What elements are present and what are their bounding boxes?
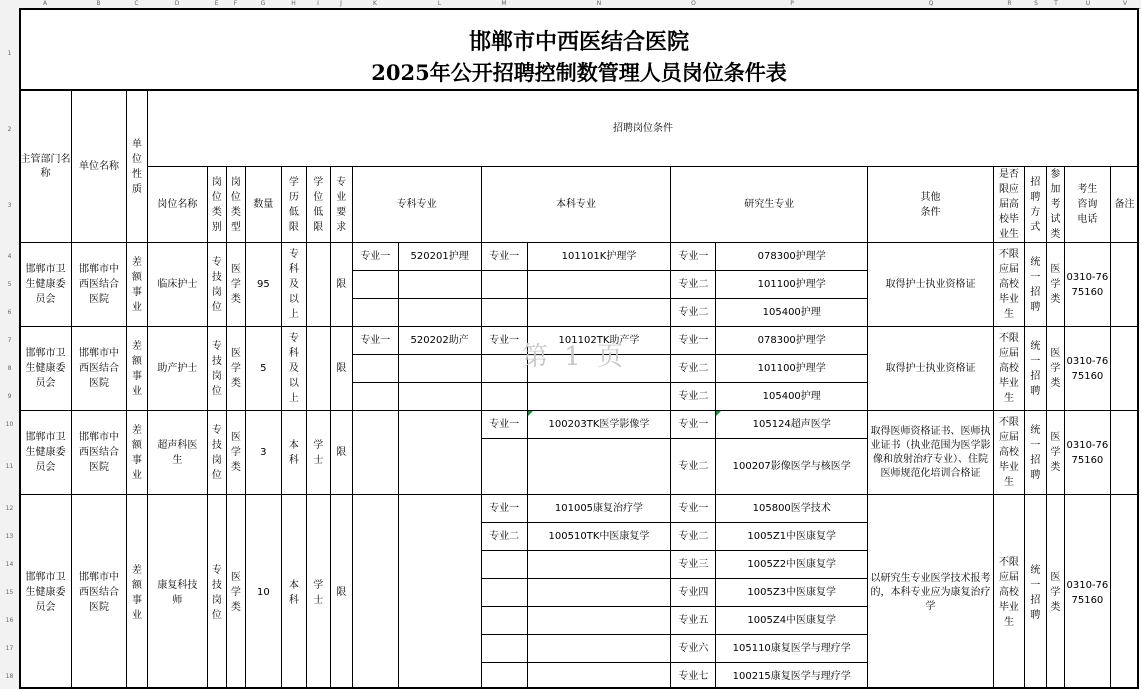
cell-grad-label[interactable]: 专业一 bbox=[671, 243, 716, 271]
position-table bbox=[19, 90, 1139, 689]
cell-dept[interactable]: 邯郸市卫生健康委员会 bbox=[20, 411, 72, 495]
cell-limit[interactable]: 限 bbox=[330, 327, 352, 411]
cell-phone[interactable]: 0310-7675160 bbox=[1064, 327, 1110, 411]
row-number[interactable]: 7 bbox=[7, 337, 12, 344]
cell-junior-major[interactable]: 520202助产 bbox=[398, 327, 481, 355]
title-table: 2025年公开招聘控制数管理人员岗位条件表 bbox=[371, 60, 787, 85]
row-number[interactable]: 11 bbox=[5, 463, 14, 470]
cell-empty[interactable] bbox=[527, 439, 671, 495]
cell-grad-label[interactable]: 专业二 bbox=[671, 523, 716, 551]
cell-exam[interactable]: 医学类 bbox=[1046, 243, 1064, 327]
row-header-bar bbox=[0, 8, 20, 689]
cell-empty[interactable] bbox=[481, 271, 527, 299]
cell-grad-major[interactable]: 101100护理学 bbox=[716, 271, 868, 299]
cell-unit[interactable]: 邯郸市中西医结合医院 bbox=[71, 495, 126, 689]
header-bachelor-major[interactable]: 本科专业 bbox=[481, 167, 671, 243]
cell-grad-label[interactable]: 专业二 bbox=[671, 439, 716, 495]
row-number[interactable]: 17 bbox=[5, 645, 14, 652]
row-number[interactable]: 6 bbox=[7, 309, 12, 316]
cell-position[interactable]: 超声科医生 bbox=[147, 411, 207, 495]
header-pos-category[interactable]: 岗位类别 bbox=[207, 167, 226, 243]
column-letter[interactable]: Q bbox=[928, 0, 934, 7]
cell-grad-label[interactable]: 专业四 bbox=[671, 579, 716, 607]
header-edu[interactable]: 学历低限 bbox=[281, 167, 306, 243]
header-pos-type[interactable]: 岗位类型 bbox=[226, 167, 245, 243]
column-letter[interactable]: K bbox=[373, 0, 377, 7]
row-number[interactable]: 15 bbox=[5, 589, 14, 596]
cell-empty[interactable] bbox=[398, 271, 481, 299]
cell-empty[interactable] bbox=[481, 439, 527, 495]
cell-empty[interactable] bbox=[481, 635, 527, 663]
row-number[interactable]: 1 bbox=[7, 50, 12, 57]
column-letter[interactable]: F bbox=[233, 0, 238, 7]
cell-empty[interactable] bbox=[398, 411, 481, 495]
cell-empty[interactable] bbox=[352, 411, 398, 495]
column-letter[interactable]: C bbox=[134, 0, 139, 7]
cell-unit[interactable]: 邯郸市中西医结合医院 bbox=[71, 411, 126, 495]
cell-grad-major[interactable]: 105400护理 bbox=[716, 383, 868, 411]
cell-unit[interactable]: 邯郸市中西医结合医院 bbox=[71, 243, 126, 327]
row-number[interactable]: 4 bbox=[7, 253, 12, 260]
cell-empty[interactable] bbox=[481, 355, 527, 383]
cell-remark[interactable] bbox=[1110, 411, 1138, 495]
cell-edu[interactable]: 本科 bbox=[281, 495, 306, 689]
cell-grad-major[interactable]: 078300护理学 bbox=[716, 243, 868, 271]
cell-count[interactable]: 3 bbox=[245, 411, 281, 495]
header-grad-major[interactable]: 研究生专业 bbox=[671, 167, 868, 243]
cell-empty[interactable] bbox=[481, 607, 527, 635]
column-letter[interactable]: B bbox=[96, 0, 101, 7]
cell-grad-label[interactable]: 专业五 bbox=[671, 607, 716, 635]
cell-grad-label[interactable]: 专业一 bbox=[671, 495, 716, 523]
cell-empty[interactable] bbox=[352, 299, 398, 327]
cell-type[interactable]: 医学类 bbox=[226, 327, 245, 411]
cell-edu[interactable]: 专科及以上 bbox=[281, 243, 306, 327]
cell-unit[interactable]: 邯郸市中西医结合医院 bbox=[71, 327, 126, 411]
cell-degree[interactable]: 学士 bbox=[306, 495, 330, 689]
cell-grad-major[interactable]: 105110康复医学与理疗学 bbox=[716, 635, 868, 663]
column-letter[interactable]: I bbox=[317, 0, 319, 7]
cell-empty[interactable] bbox=[398, 383, 481, 411]
cell-limit[interactable]: 限 bbox=[330, 495, 352, 689]
header-unit[interactable]: 单位名称 bbox=[71, 91, 126, 243]
cell-empty[interactable] bbox=[481, 299, 527, 327]
cell-junior-label[interactable]: 专业一 bbox=[352, 327, 398, 355]
cell-bachelor-major[interactable]: 101005康复治疗学 bbox=[527, 495, 671, 523]
cell-grad-label[interactable]: 专业二 bbox=[671, 271, 716, 299]
cell-empty[interactable] bbox=[481, 663, 527, 689]
row-number[interactable]: 13 bbox=[5, 533, 14, 540]
cell-remark[interactable] bbox=[1110, 243, 1138, 327]
cell-empty[interactable] bbox=[352, 355, 398, 383]
cell-count[interactable]: 95 bbox=[245, 243, 281, 327]
cell-bachelor-major[interactable]: 101102TK助产学 bbox=[527, 327, 671, 355]
cell-empty[interactable] bbox=[481, 551, 527, 579]
cell-grad-major[interactable]: 101100护理学 bbox=[716, 355, 868, 383]
row-number[interactable]: 10 bbox=[5, 421, 14, 428]
row-number[interactable]: 3 bbox=[7, 202, 12, 209]
cell-method[interactable]: 统一招聘 bbox=[1024, 411, 1046, 495]
cell-empty[interactable] bbox=[352, 271, 398, 299]
spreadsheet bbox=[19, 8, 1139, 689]
column-letter[interactable]: L bbox=[437, 0, 442, 7]
cell-limit[interactable]: 限 bbox=[330, 243, 352, 327]
cell-degree[interactable] bbox=[306, 327, 330, 411]
header-remark[interactable]: 备注 bbox=[1110, 167, 1138, 243]
cell-grad-label[interactable]: 专业三 bbox=[671, 551, 716, 579]
cell-remark[interactable] bbox=[1110, 327, 1138, 411]
cell-grad-major[interactable]: 105400护理 bbox=[716, 299, 868, 327]
header-other[interactable]: 其他条件 bbox=[868, 167, 994, 243]
header-major-req[interactable]: 专业要求 bbox=[330, 167, 352, 243]
cell-type[interactable]: 医学类 bbox=[226, 495, 245, 689]
cell-grad-label[interactable]: 专业一 bbox=[671, 411, 716, 439]
cell-type[interactable]: 医学类 bbox=[226, 243, 245, 327]
cell-phone[interactable]: 0310-7675160 bbox=[1064, 243, 1110, 327]
cell-grad-major[interactable]: 105800医学技术 bbox=[716, 495, 868, 523]
cell-empty[interactable] bbox=[527, 271, 671, 299]
cell-empty[interactable] bbox=[398, 299, 481, 327]
column-letter[interactable]: S bbox=[1034, 0, 1038, 7]
cell-method[interactable]: 统一招聘 bbox=[1024, 327, 1046, 411]
cell-edu[interactable]: 专科及以上 bbox=[281, 327, 306, 411]
row-number[interactable]: 5 bbox=[7, 281, 12, 288]
cell-limit[interactable]: 限 bbox=[330, 411, 352, 495]
column-letter[interactable]: A bbox=[42, 0, 48, 7]
cell-dept[interactable]: 邯郸市卫生健康委员会 bbox=[20, 243, 72, 327]
table-row bbox=[20, 327, 1139, 355]
cell-grad-label[interactable]: 专业二 bbox=[671, 383, 716, 411]
cell-fresh[interactable]: 不限应届高校毕业生 bbox=[993, 243, 1024, 327]
column-letter[interactable]: J bbox=[340, 0, 342, 7]
cell-grad-major[interactable]: 1005Z1中医康复学 bbox=[716, 523, 868, 551]
page-watermark: 第 1 页 bbox=[522, 342, 628, 372]
cell-method[interactable]: 统一招聘 bbox=[1024, 495, 1046, 689]
cell-bachelor-major[interactable]: 101101K护理学 bbox=[527, 243, 671, 271]
cell-empty[interactable] bbox=[527, 635, 671, 663]
header-junior-major[interactable]: 专科专业 bbox=[352, 167, 481, 243]
cell-category[interactable]: 专技岗位 bbox=[207, 411, 226, 495]
row-number[interactable]: 8 bbox=[7, 365, 12, 372]
column-letter[interactable]: U bbox=[1085, 0, 1091, 7]
cell-empty[interactable] bbox=[527, 551, 671, 579]
row-number[interactable]: 2 bbox=[7, 126, 12, 133]
column-letter[interactable]: E bbox=[214, 0, 219, 7]
cell-bachelor-label[interactable]: 专业二 bbox=[481, 523, 527, 551]
table-row bbox=[20, 243, 1139, 271]
cell-grad-label[interactable]: 专业六 bbox=[671, 635, 716, 663]
cell-category[interactable]: 专技岗位 bbox=[207, 495, 226, 689]
cell-exam[interactable]: 医学类 bbox=[1046, 327, 1064, 411]
title-hospital: 邯郸市中西医结合医院 bbox=[468, 29, 689, 55]
header-method[interactable]: 招聘方式 bbox=[1024, 167, 1046, 243]
header-conditions[interactable]: 招聘岗位条件 bbox=[147, 91, 1138, 167]
header-dept[interactable]: 主管部门名称 bbox=[20, 91, 72, 243]
cell-grad-major[interactable]: 1005Z4中医康复学 bbox=[716, 607, 868, 635]
cell-bachelor-label[interactable]: 专业一 bbox=[481, 411, 527, 439]
column-letter[interactable]: T bbox=[1054, 0, 1058, 7]
cell-remark[interactable] bbox=[1110, 495, 1138, 689]
row-number[interactable]: 16 bbox=[5, 617, 14, 624]
cell-position[interactable]: 助产护士 bbox=[147, 327, 207, 411]
header-unit-nature[interactable]: 单位性质 bbox=[126, 91, 147, 243]
cell-dept[interactable]: 邯郸市卫生健康委员会 bbox=[20, 327, 72, 411]
cell-fresh[interactable]: 不限应届高校毕业生 bbox=[993, 411, 1024, 495]
cell-fresh[interactable]: 不限应届高校毕业生 bbox=[993, 327, 1024, 411]
cell-position[interactable]: 康复科技师 bbox=[147, 495, 207, 689]
column-letter[interactable]: O bbox=[691, 0, 696, 7]
header-count[interactable]: 数量 bbox=[245, 167, 281, 243]
cell-count[interactable]: 10 bbox=[245, 495, 281, 689]
cell-category[interactable]: 专技岗位 bbox=[207, 327, 226, 411]
cell-other[interactable]: 以研究生专业医学技术报考的，本科专业应为康复治疗学 bbox=[868, 495, 994, 689]
cell-grad-major[interactable]: 105124超声医学 bbox=[716, 411, 868, 439]
cell-empty[interactable] bbox=[398, 355, 481, 383]
cell-fresh[interactable]: 不限应届高校毕业生 bbox=[993, 495, 1024, 689]
column-letter[interactable]: H bbox=[291, 0, 296, 7]
cell-category[interactable]: 专技岗位 bbox=[207, 243, 226, 327]
cell-empty[interactable] bbox=[527, 579, 671, 607]
column-letter[interactable]: N bbox=[596, 0, 602, 7]
cell-other[interactable]: 取得医师资格证书、医师执业证书（执业范围为医学影像和放射治疗专业）、住院医师规范化培训合格证 bbox=[868, 411, 994, 495]
cell-degree[interactable] bbox=[306, 243, 330, 327]
cell-exam[interactable]: 医学类 bbox=[1046, 495, 1064, 689]
row-number[interactable]: 18 bbox=[5, 673, 14, 680]
cell-empty[interactable] bbox=[481, 579, 527, 607]
cell-bachelor-label[interactable]: 专业一 bbox=[481, 243, 527, 271]
cell-other[interactable]: 取得护士执业资格证 bbox=[868, 327, 994, 411]
row-number[interactable]: 12 bbox=[5, 505, 14, 512]
header-phone[interactable]: 考生咨询电话 bbox=[1064, 167, 1110, 243]
cell-empty[interactable] bbox=[352, 495, 398, 689]
cell-dept[interactable]: 邯郸市卫生健康委员会 bbox=[20, 495, 72, 689]
cell-junior-major[interactable]: 520201护理 bbox=[398, 243, 481, 271]
cell-phone[interactable]: 0310-7675160 bbox=[1064, 495, 1110, 689]
cell-count[interactable]: 5 bbox=[245, 327, 281, 411]
cell-grad-major[interactable]: 100207影像医学与核医学 bbox=[716, 439, 868, 495]
column-letter[interactable]: P bbox=[790, 0, 794, 7]
cell-empty[interactable] bbox=[527, 299, 671, 327]
column-letter[interactable]: V bbox=[1122, 0, 1128, 7]
cell-type[interactable]: 医学类 bbox=[226, 411, 245, 495]
column-letter[interactable]: G bbox=[260, 0, 266, 7]
cell-empty[interactable] bbox=[352, 383, 398, 411]
cell-empty[interactable] bbox=[527, 663, 671, 689]
cell-grad-major[interactable]: 1005Z2中医康复学 bbox=[716, 551, 868, 579]
cell-grad-major[interactable]: 078300护理学 bbox=[716, 327, 868, 355]
cell-grad-label[interactable]: 专业二 bbox=[671, 355, 716, 383]
cell-other[interactable]: 取得护士执业资格证 bbox=[868, 243, 994, 327]
column-letter[interactable]: D bbox=[174, 0, 180, 7]
cell-empty[interactable] bbox=[398, 495, 481, 689]
header-position[interactable]: 岗位名称 bbox=[147, 167, 207, 243]
cell-nature[interactable]: 差额事业 bbox=[126, 243, 147, 327]
table-row bbox=[20, 411, 1139, 439]
header-degree[interactable]: 学位低限 bbox=[306, 167, 330, 243]
title-block[interactable] bbox=[19, 8, 1139, 90]
cell-bachelor-major[interactable]: 100203TK医学影像学 bbox=[527, 411, 671, 439]
cell-empty[interactable] bbox=[481, 383, 527, 411]
column-letter[interactable]: R bbox=[1007, 0, 1012, 7]
header-fresh[interactable]: 是否限应届高校毕业生 bbox=[993, 167, 1024, 243]
cell-edu[interactable]: 本科 bbox=[281, 411, 306, 495]
cell-nature[interactable]: 差额事业 bbox=[126, 495, 147, 689]
column-letter[interactable]: M bbox=[501, 0, 507, 7]
cell-bachelor-label[interactable]: 专业一 bbox=[481, 327, 527, 355]
cell-method[interactable]: 统一招聘 bbox=[1024, 243, 1046, 327]
cell-empty[interactable] bbox=[527, 607, 671, 635]
cell-bachelor-label[interactable]: 专业一 bbox=[481, 495, 527, 523]
row-number[interactable]: 9 bbox=[7, 393, 12, 400]
cell-degree[interactable]: 学士 bbox=[306, 411, 330, 495]
row-number[interactable]: 14 bbox=[5, 561, 14, 568]
cell-grad-major[interactable]: 100215康复医学与理疗学 bbox=[716, 663, 868, 689]
cell-bachelor-major[interactable]: 100510TK中医康复学 bbox=[527, 523, 671, 551]
header-exam[interactable]: 参加考试类 bbox=[1046, 167, 1064, 243]
cell-exam[interactable]: 医学类 bbox=[1046, 411, 1064, 495]
cell-grad-label[interactable]: 专业七 bbox=[671, 663, 716, 689]
cell-grad-label[interactable]: 专业二 bbox=[671, 299, 716, 327]
table-row bbox=[20, 495, 1139, 523]
cell-nature[interactable]: 差额事业 bbox=[126, 327, 147, 411]
cell-grad-label[interactable]: 专业一 bbox=[671, 327, 716, 355]
cell-junior-label[interactable]: 专业一 bbox=[352, 243, 398, 271]
cell-empty[interactable] bbox=[527, 355, 671, 383]
cell-nature[interactable]: 差额事业 bbox=[126, 411, 147, 495]
cell-position[interactable]: 临床护士 bbox=[147, 243, 207, 327]
cell-empty[interactable] bbox=[527, 383, 671, 411]
cell-phone[interactable]: 0310-7675160 bbox=[1064, 411, 1110, 495]
cell-grad-major[interactable]: 1005Z3中医康复学 bbox=[716, 579, 868, 607]
